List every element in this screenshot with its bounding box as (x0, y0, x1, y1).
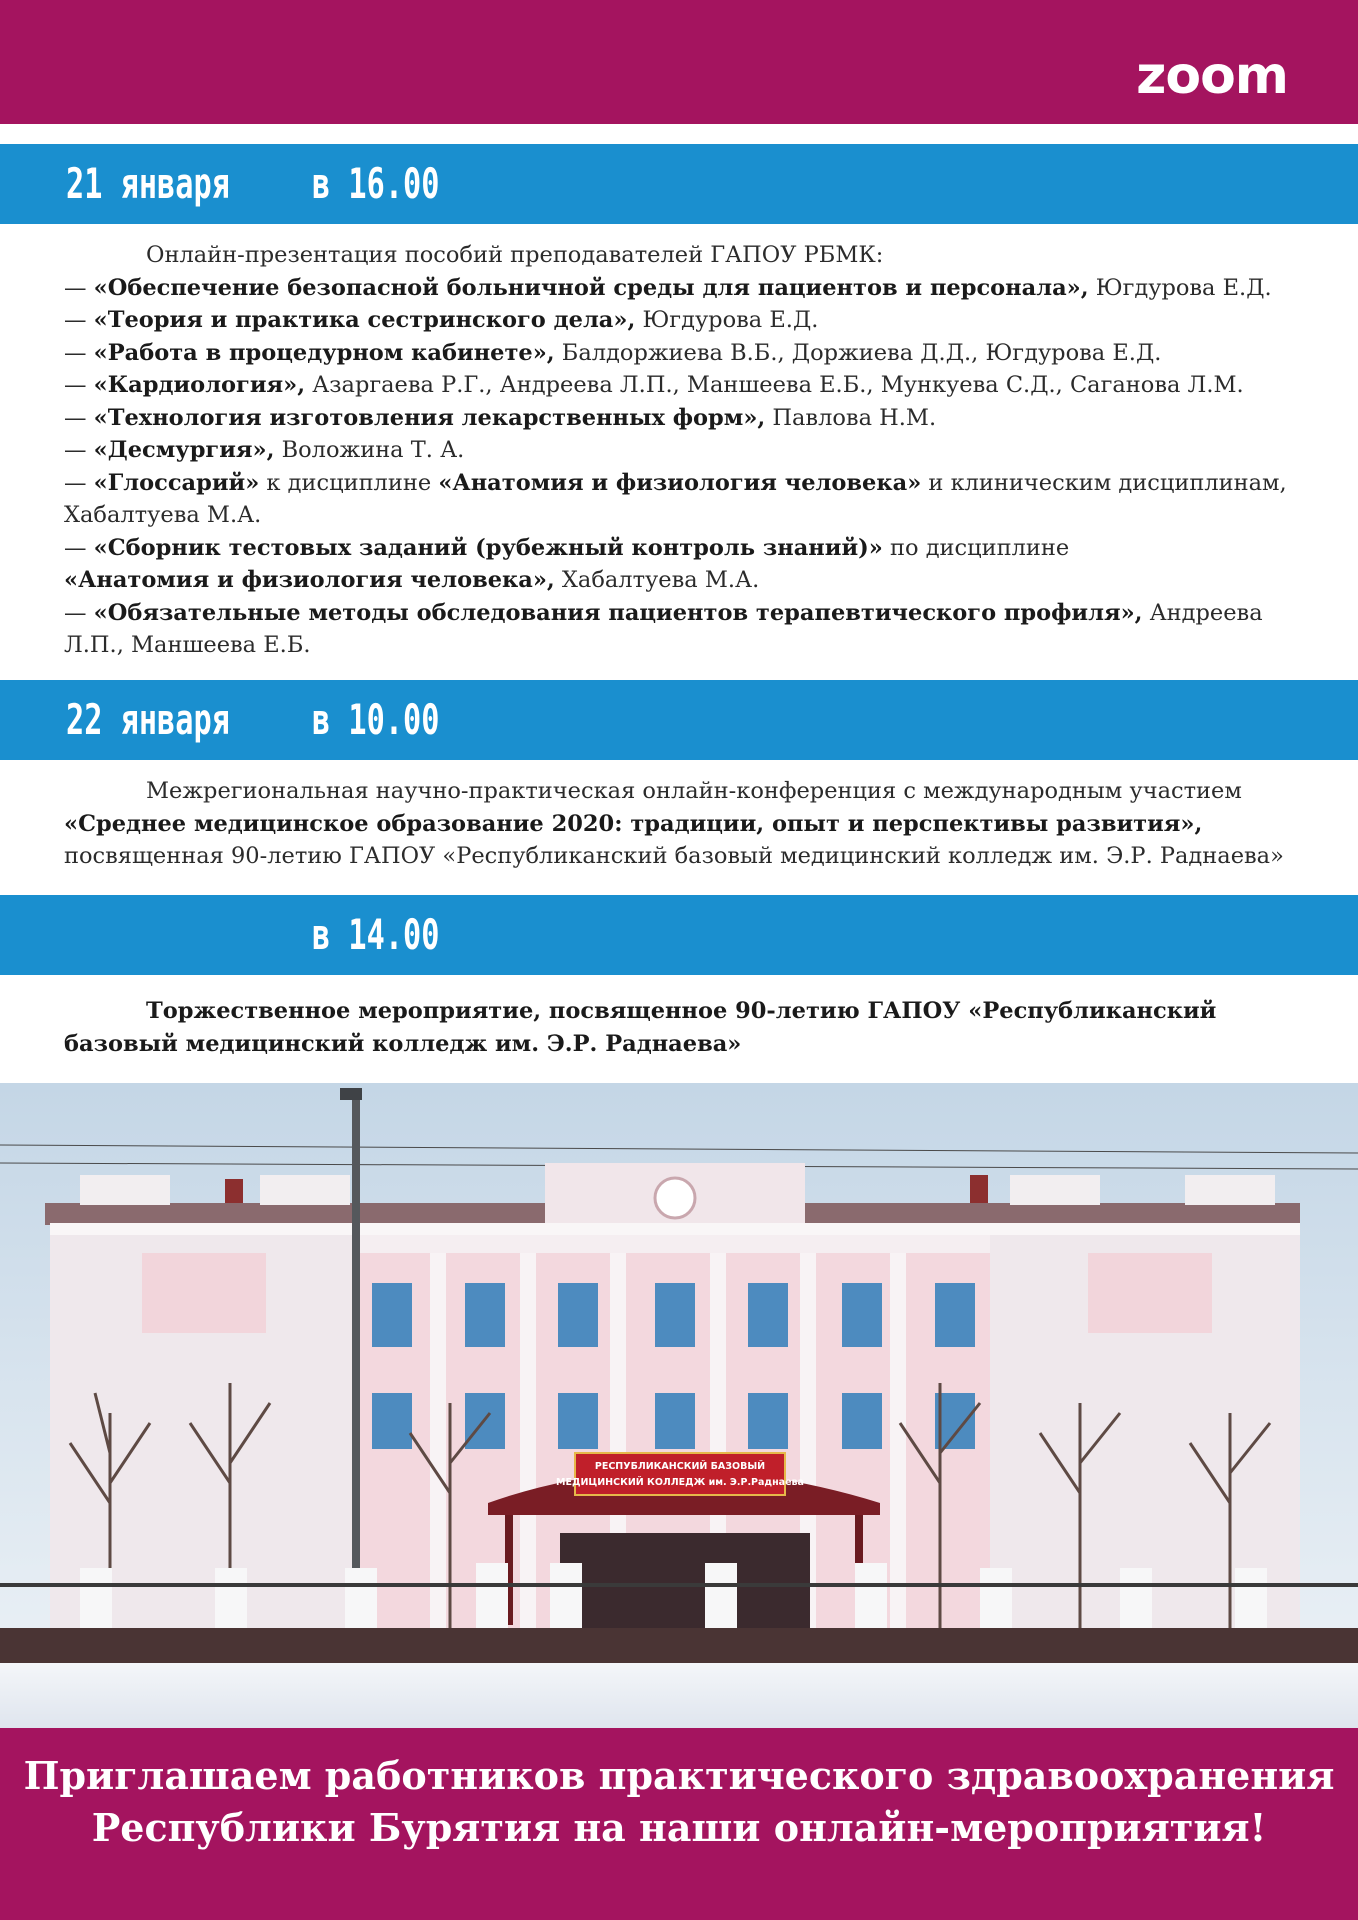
date-bar-jan-22 (0, 680, 1358, 760)
entrance-sign-line1: РЕСПУБЛИКАНСКИЙ БАЗОВЫЙ (594, 1461, 766, 1472)
list-item: — «Теория и практика сестринского дела», Югдурова Е.Д. (64, 307, 819, 333)
ceremony-program (64, 995, 1304, 1060)
event-time: в 16.00 (312, 159, 440, 208)
list-item: — «Обеспечение безопасной больничной среды для пациентов и персонала», Югдурова Е.Д. (64, 274, 1272, 301)
ceremony-description: Торжественное мероприятие, посвященное 90-летию ГАПОУ «Республиканский базовый медицинский колледж им. Э.Р. Раднаева» (64, 998, 1217, 1057)
event-date: 21 января (66, 159, 230, 208)
time-bar-14 (0, 895, 1358, 975)
invitation-text (0, 1750, 1358, 1854)
building-illustration (0, 1083, 1358, 1728)
list-item: — «Глоссарий» к дисциплине «Анатомия и физиология человека» и клиническим дисциплинам, Хабалтуева М.А. (64, 469, 1287, 528)
event-time: в 10.00 (312, 695, 440, 744)
section-intro: Онлайн-презентация пособий преподавателей ГАПОУ РБМК: (146, 242, 884, 268)
list-item: — «Сборник тестовых заданий (рубежный контроль знаний)» по дисциплине «Анатомия и физиология человека», Хабалтуева М.А. (64, 534, 1070, 593)
event-date: 22 января (66, 695, 230, 744)
list-item: — «Десмургия», Воложина Т. А. (64, 437, 465, 463)
invitation-banner (0, 1728, 1358, 1920)
list-item: — «Обязательные методы обследования пациентов терапевтического профиля», Андреева Л.П., Маншеева Е.Б. (64, 599, 1263, 658)
college-building-photo (0, 1083, 1358, 1728)
day1-program (64, 239, 1304, 662)
day2-program (64, 775, 1304, 873)
date-bar-jan-21 (0, 144, 1358, 224)
event-time: в 14.00 (312, 910, 440, 959)
invitation-line1: Приглашаем работников практического здравоохранения (23, 1753, 1335, 1798)
entrance-sign-line2: МЕДИЦИНСКИЙ КОЛЛЕДЖ им. Э.Р.Раднаева (556, 1477, 804, 1488)
list-item: — «Кардиология», Азаргаева Р.Г., Андреева Л.П., Маншеева Е.Б., Мункуева С.Д., Саганова Л.М. (64, 372, 1244, 398)
list-item: — «Технология изготовления лекарственных форм», Павлова Н.М. (64, 404, 937, 431)
top-banner (0, 0, 1358, 124)
conference-description: Межрегиональная научно-практическая онлайн-конференция с международным участием «Среднее медицинское образование 2020: традиции, опыт и перспективы развития», посвященная 90-летию ГАПОУ «Республиканский базовый медицинский колледж им. Э.Р. Раднаева» (64, 778, 1284, 869)
invitation-line2: Республики Бурятия на наши онлайн-мероприятия! (91, 1805, 1267, 1850)
list-item: — «Работа в процедурном кабинете», Балдоржиева В.Б., Доржиева Д.Д., Югдурова Е.Д. (64, 339, 1162, 366)
zoom-logo: zoom (1136, 46, 1288, 106)
